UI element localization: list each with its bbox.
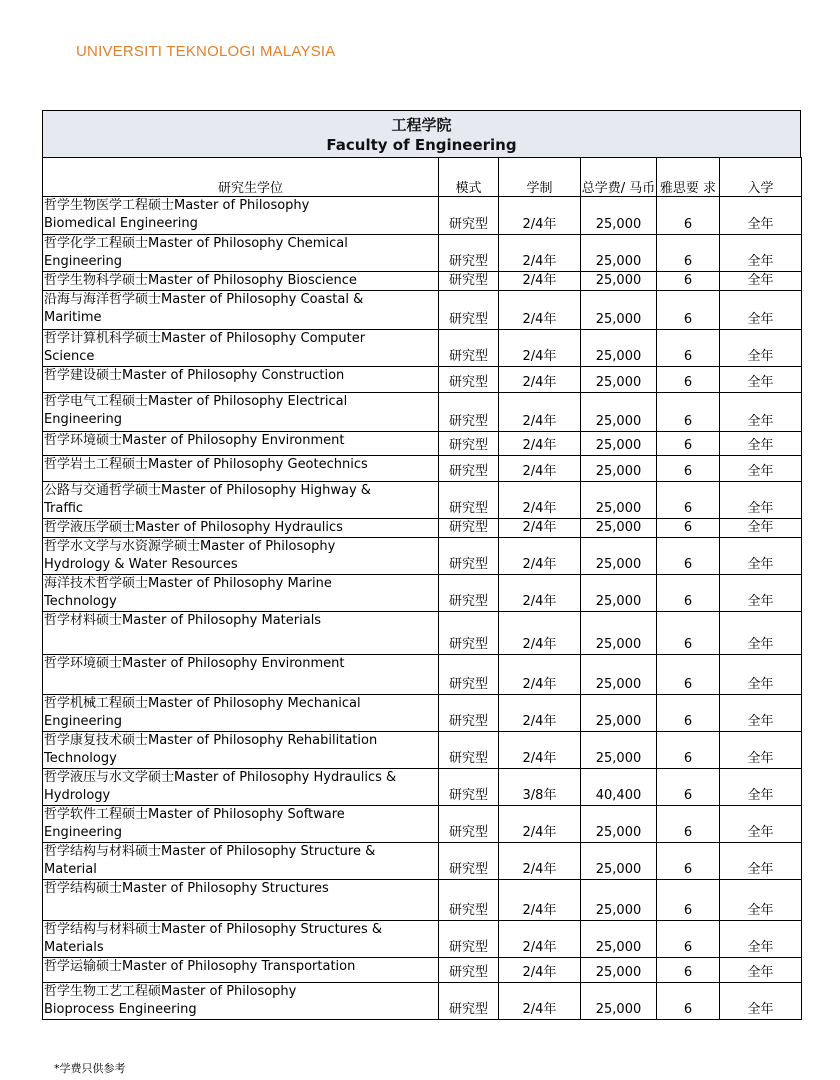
degree-name-cell <box>43 695 439 732</box>
degree-name-line2: Material <box>44 862 97 877</box>
mode-cell: 研究型 <box>439 538 499 575</box>
mode-cell: 研究型 <box>439 367 499 393</box>
mode-cell: 研究型 <box>439 291 499 330</box>
degree-name-cell <box>43 456 439 482</box>
degree-name-line1: 哲学环境硕士Master of Philosophy Environment <box>44 433 345 448</box>
intake-cell: 全年 <box>720 330 802 367</box>
intake-cell: 全年 <box>720 575 802 612</box>
duration-cell: 2/4年 <box>499 921 581 958</box>
column-header-intake: 入学 <box>720 158 802 197</box>
fee-cell: 25,000 <box>581 519 657 538</box>
ielts-cell: 6 <box>657 456 720 482</box>
fee-cell: 25,000 <box>581 538 657 575</box>
mode-cell: 研究型 <box>439 695 499 732</box>
ielts-cell: 6 <box>657 197 720 235</box>
table-row <box>43 732 802 769</box>
ielts-cell: 6 <box>657 330 720 367</box>
degree-name-cell <box>43 291 439 330</box>
table-row <box>43 291 802 330</box>
fee-cell: 25,000 <box>581 291 657 330</box>
mode-cell: 研究型 <box>439 456 499 482</box>
fee-cell: 25,000 <box>581 732 657 769</box>
table-row <box>43 983 802 1020</box>
table-row <box>43 769 802 806</box>
intake-cell: 全年 <box>720 538 802 575</box>
degree-name-cell <box>43 612 439 655</box>
degree-name-line2: Traffic <box>44 501 84 516</box>
intake-cell: 全年 <box>720 983 802 1020</box>
mode-cell: 研究型 <box>439 432 499 456</box>
program-sheet <box>42 110 801 1020</box>
ielts-cell: 6 <box>657 519 720 538</box>
duration-cell: 2/4年 <box>499 393 581 432</box>
degree-name-cell <box>43 958 439 983</box>
degree-name-line1: 哲学结构与材料硕士Master of Philosophy Structure & <box>44 844 376 859</box>
table-row <box>43 393 802 432</box>
column-header-duration: 学制 <box>499 158 581 197</box>
fee-cell: 25,000 <box>581 983 657 1020</box>
ielts-cell: 6 <box>657 769 720 806</box>
faculty-title-box <box>42 110 801 157</box>
intake-cell: 全年 <box>720 732 802 769</box>
intake-cell: 全年 <box>720 197 802 235</box>
degree-name-line1: 哲学电气工程硕士Master of Philosophy Electrical <box>44 394 348 409</box>
degree-name-cell <box>43 393 439 432</box>
ielts-cell: 6 <box>657 575 720 612</box>
fee-cell: 25,000 <box>581 880 657 921</box>
ielts-cell: 6 <box>657 958 720 983</box>
degree-name-cell <box>43 575 439 612</box>
intake-cell: 全年 <box>720 393 802 432</box>
degree-name-line2: Hydrology & Water Resources <box>44 557 238 572</box>
table-row <box>43 456 802 482</box>
degree-name-line2: Hydrology <box>44 788 111 803</box>
ielts-cell: 6 <box>657 806 720 843</box>
table-row <box>43 538 802 575</box>
mode-cell: 研究型 <box>439 197 499 235</box>
faculty-title-en: Faculty of Engineering <box>326 136 517 154</box>
duration-cell: 2/4年 <box>499 695 581 732</box>
degree-name-line1: 哲学水文学与水资源学硕士Master of Philosophy <box>44 539 336 554</box>
degree-name-cell <box>43 769 439 806</box>
fee-cell: 25,000 <box>581 958 657 983</box>
mode-cell: 研究型 <box>439 655 499 695</box>
fee-cell: 25,000 <box>581 655 657 695</box>
intake-cell: 全年 <box>720 456 802 482</box>
duration-cell: 2/4年 <box>499 291 581 330</box>
degree-name-cell <box>43 330 439 367</box>
intake-cell: 全年 <box>720 519 802 538</box>
degree-name-line1: 哲学环境硕士Master of Philosophy Environment <box>44 656 345 671</box>
intake-cell: 全年 <box>720 880 802 921</box>
fee-cell: 25,000 <box>581 482 657 519</box>
degree-name-line1: 哲学结构与材料硕士Master of Philosophy Structures & <box>44 922 383 937</box>
ielts-cell: 6 <box>657 272 720 291</box>
fee-cell: 25,000 <box>581 367 657 393</box>
degree-name-cell <box>43 538 439 575</box>
mode-cell: 研究型 <box>439 958 499 983</box>
degree-name-line1: 哲学运输硕士Master of Philosophy Transportation <box>44 959 356 974</box>
degree-name-line1: 哲学生物科学硕士Master of Philosophy Bioscience <box>44 273 357 288</box>
degree-name-line1: 哲学结构硕士Master of Philosophy Structures <box>44 881 329 896</box>
duration-cell: 2/4年 <box>499 732 581 769</box>
degree-name-line1: 公路与交通哲学硕士Master of Philosophy Highway & <box>44 483 371 498</box>
table-row <box>43 921 802 958</box>
fee-cell: 25,000 <box>581 843 657 880</box>
degree-name-cell <box>43 519 439 538</box>
degree-name-line2: Science <box>44 349 95 364</box>
ielts-cell: 6 <box>657 482 720 519</box>
degree-name-line2: Engineering <box>44 825 122 840</box>
degree-name-line2: Technology <box>44 751 117 766</box>
degree-name-cell <box>43 880 439 921</box>
degree-name-line2: Engineering <box>44 254 122 269</box>
ielts-cell: 6 <box>657 880 720 921</box>
mode-cell: 研究型 <box>439 983 499 1020</box>
table-header-row <box>43 158 802 197</box>
mode-cell: 研究型 <box>439 330 499 367</box>
degree-name-line1: 哲学计算机科学硕士Master of Philosophy Computer <box>44 331 366 346</box>
degree-name-line1: 哲学化学工程硕士Master of Philosophy Chemical <box>44 236 348 251</box>
column-header-ielts: 雅思要 求 <box>657 158 720 197</box>
ielts-cell: 6 <box>657 291 720 330</box>
fee-cell: 25,000 <box>581 272 657 291</box>
degree-name-line1: 海洋技术哲学硕士Master of Philosophy Marine <box>44 576 332 591</box>
degree-name-cell <box>43 655 439 695</box>
table-row <box>43 432 802 456</box>
table-row <box>43 575 802 612</box>
table-row <box>43 235 802 272</box>
fee-cell: 25,000 <box>581 330 657 367</box>
degree-name-line2: Maritime <box>44 310 102 325</box>
ielts-cell: 6 <box>657 843 720 880</box>
degree-name-line2: Engineering <box>44 714 122 729</box>
program-table <box>42 157 802 1020</box>
intake-cell: 全年 <box>720 612 802 655</box>
university-header: UNIVERSITI TEKNOLOGI MALAYSIA <box>76 43 336 60</box>
intake-cell: 全年 <box>720 843 802 880</box>
table-row <box>43 695 802 732</box>
ielts-cell: 6 <box>657 393 720 432</box>
mode-cell: 研究型 <box>439 393 499 432</box>
duration-cell: 2/4年 <box>499 538 581 575</box>
mode-cell: 研究型 <box>439 612 499 655</box>
degree-name-line2: Materials <box>44 940 104 955</box>
ielts-cell: 6 <box>657 655 720 695</box>
intake-cell: 全年 <box>720 272 802 291</box>
mode-cell: 研究型 <box>439 575 499 612</box>
ielts-cell: 6 <box>657 235 720 272</box>
intake-cell: 全年 <box>720 432 802 456</box>
duration-cell: 2/4年 <box>499 806 581 843</box>
duration-cell: 2/4年 <box>499 432 581 456</box>
column-header-mode: 模式 <box>439 158 499 197</box>
duration-cell: 2/4年 <box>499 655 581 695</box>
degree-name-cell <box>43 732 439 769</box>
degree-name-line2: Technology <box>44 594 117 609</box>
duration-cell: 2/4年 <box>499 456 581 482</box>
fee-cell: 25,000 <box>581 806 657 843</box>
degree-name-cell <box>43 432 439 456</box>
intake-cell: 全年 <box>720 806 802 843</box>
ielts-cell: 6 <box>657 695 720 732</box>
duration-cell: 2/4年 <box>499 843 581 880</box>
mode-cell: 研究型 <box>439 732 499 769</box>
degree-name-line1: 哲学生物工艺工程硕Master of Philosophy <box>44 984 297 999</box>
duration-cell: 2/4年 <box>499 880 581 921</box>
degree-name-line1: 哲学岩土工程硕士Master of Philosophy Geotechnics <box>44 457 368 472</box>
mode-cell: 研究型 <box>439 843 499 880</box>
degree-name-cell <box>43 983 439 1020</box>
mode-cell: 研究型 <box>439 769 499 806</box>
ielts-cell: 6 <box>657 367 720 393</box>
program-rows <box>43 197 802 1020</box>
intake-cell: 全年 <box>720 482 802 519</box>
fee-cell: 25,000 <box>581 197 657 235</box>
fee-cell: 40,400 <box>581 769 657 806</box>
degree-name-line1: 哲学建设硕士Master of Philosophy Construction <box>44 368 345 383</box>
mode-cell: 研究型 <box>439 519 499 538</box>
ielts-cell: 6 <box>657 612 720 655</box>
duration-cell: 2/4年 <box>499 235 581 272</box>
duration-cell: 2/4年 <box>499 330 581 367</box>
degree-name-line1: 哲学机械工程硕士Master of Philosophy Mechanical <box>44 696 361 711</box>
intake-cell: 全年 <box>720 695 802 732</box>
degree-name-line1: 沿海与海洋哲学硕士Master of Philosophy Coastal & <box>44 292 364 307</box>
degree-name-line2: Engineering <box>44 412 122 427</box>
mode-cell: 研究型 <box>439 272 499 291</box>
table-row <box>43 612 802 655</box>
degree-name-line2: Bioprocess Engineering <box>44 1002 197 1017</box>
degree-name-line2: Biomedical Engineering <box>44 216 198 231</box>
column-header-degree: 研究生学位 <box>43 158 439 197</box>
degree-name-cell <box>43 806 439 843</box>
ielts-cell: 6 <box>657 921 720 958</box>
degree-name-cell <box>43 235 439 272</box>
ielts-cell: 6 <box>657 432 720 456</box>
degree-name-cell <box>43 367 439 393</box>
intake-cell: 全年 <box>720 958 802 983</box>
degree-name-line1: 哲学软件工程硕士Master of Philosophy Software <box>44 807 345 822</box>
duration-cell: 3/8年 <box>499 769 581 806</box>
degree-name-cell <box>43 843 439 880</box>
degree-name-line1: 哲学液压与水文学硕士Master of Philosophy Hydraulics & <box>44 770 397 785</box>
table-row <box>43 880 802 921</box>
intake-cell: 全年 <box>720 367 802 393</box>
ielts-cell: 6 <box>657 538 720 575</box>
duration-cell: 2/4年 <box>499 482 581 519</box>
intake-cell: 全年 <box>720 769 802 806</box>
mode-cell: 研究型 <box>439 880 499 921</box>
degree-name-line1: 哲学生物医学工程硕士Master of Philosophy <box>44 198 310 213</box>
ielts-cell: 6 <box>657 983 720 1020</box>
degree-name-cell <box>43 272 439 291</box>
footnote: *学费只供参考 <box>54 1062 126 1075</box>
duration-cell: 2/4年 <box>499 612 581 655</box>
table-row <box>43 367 802 393</box>
table-row <box>43 272 802 291</box>
table-row <box>43 482 802 519</box>
fee-cell: 25,000 <box>581 921 657 958</box>
table-row <box>43 843 802 880</box>
degree-name-line1: 哲学材料硕士Master of Philosophy Materials <box>44 613 322 628</box>
fee-cell: 25,000 <box>581 432 657 456</box>
fee-cell: 25,000 <box>581 393 657 432</box>
intake-cell: 全年 <box>720 921 802 958</box>
fee-cell: 25,000 <box>581 612 657 655</box>
duration-cell: 2/4年 <box>499 197 581 235</box>
duration-cell: 2/4年 <box>499 367 581 393</box>
duration-cell: 2/4年 <box>499 958 581 983</box>
column-header-fee: 总学费/ 马币 <box>581 158 657 197</box>
table-row <box>43 806 802 843</box>
ielts-cell: 6 <box>657 732 720 769</box>
degree-name-cell <box>43 921 439 958</box>
mode-cell: 研究型 <box>439 235 499 272</box>
fee-cell: 25,000 <box>581 695 657 732</box>
faculty-title-cn: 工程学院 <box>391 116 452 134</box>
duration-cell: 2/4年 <box>499 272 581 291</box>
degree-name-cell <box>43 482 439 519</box>
degree-name-line1: 哲学康复技术硕士Master of Philosophy Rehabilitation <box>44 733 378 748</box>
intake-cell: 全年 <box>720 291 802 330</box>
duration-cell: 2/4年 <box>499 983 581 1020</box>
degree-name-cell <box>43 197 439 235</box>
fee-cell: 25,000 <box>581 235 657 272</box>
fee-cell: 25,000 <box>581 456 657 482</box>
mode-cell: 研究型 <box>439 921 499 958</box>
intake-cell: 全年 <box>720 655 802 695</box>
mode-cell: 研究型 <box>439 482 499 519</box>
table-row <box>43 197 802 235</box>
table-row <box>43 519 802 538</box>
table-row <box>43 655 802 695</box>
intake-cell: 全年 <box>720 235 802 272</box>
table-row <box>43 958 802 983</box>
mode-cell: 研究型 <box>439 806 499 843</box>
table-row <box>43 330 802 367</box>
degree-name-line1: 哲学液压学硕士Master of Philosophy Hydraulics <box>44 520 343 535</box>
fee-cell: 25,000 <box>581 575 657 612</box>
duration-cell: 2/4年 <box>499 519 581 538</box>
duration-cell: 2/4年 <box>499 575 581 612</box>
